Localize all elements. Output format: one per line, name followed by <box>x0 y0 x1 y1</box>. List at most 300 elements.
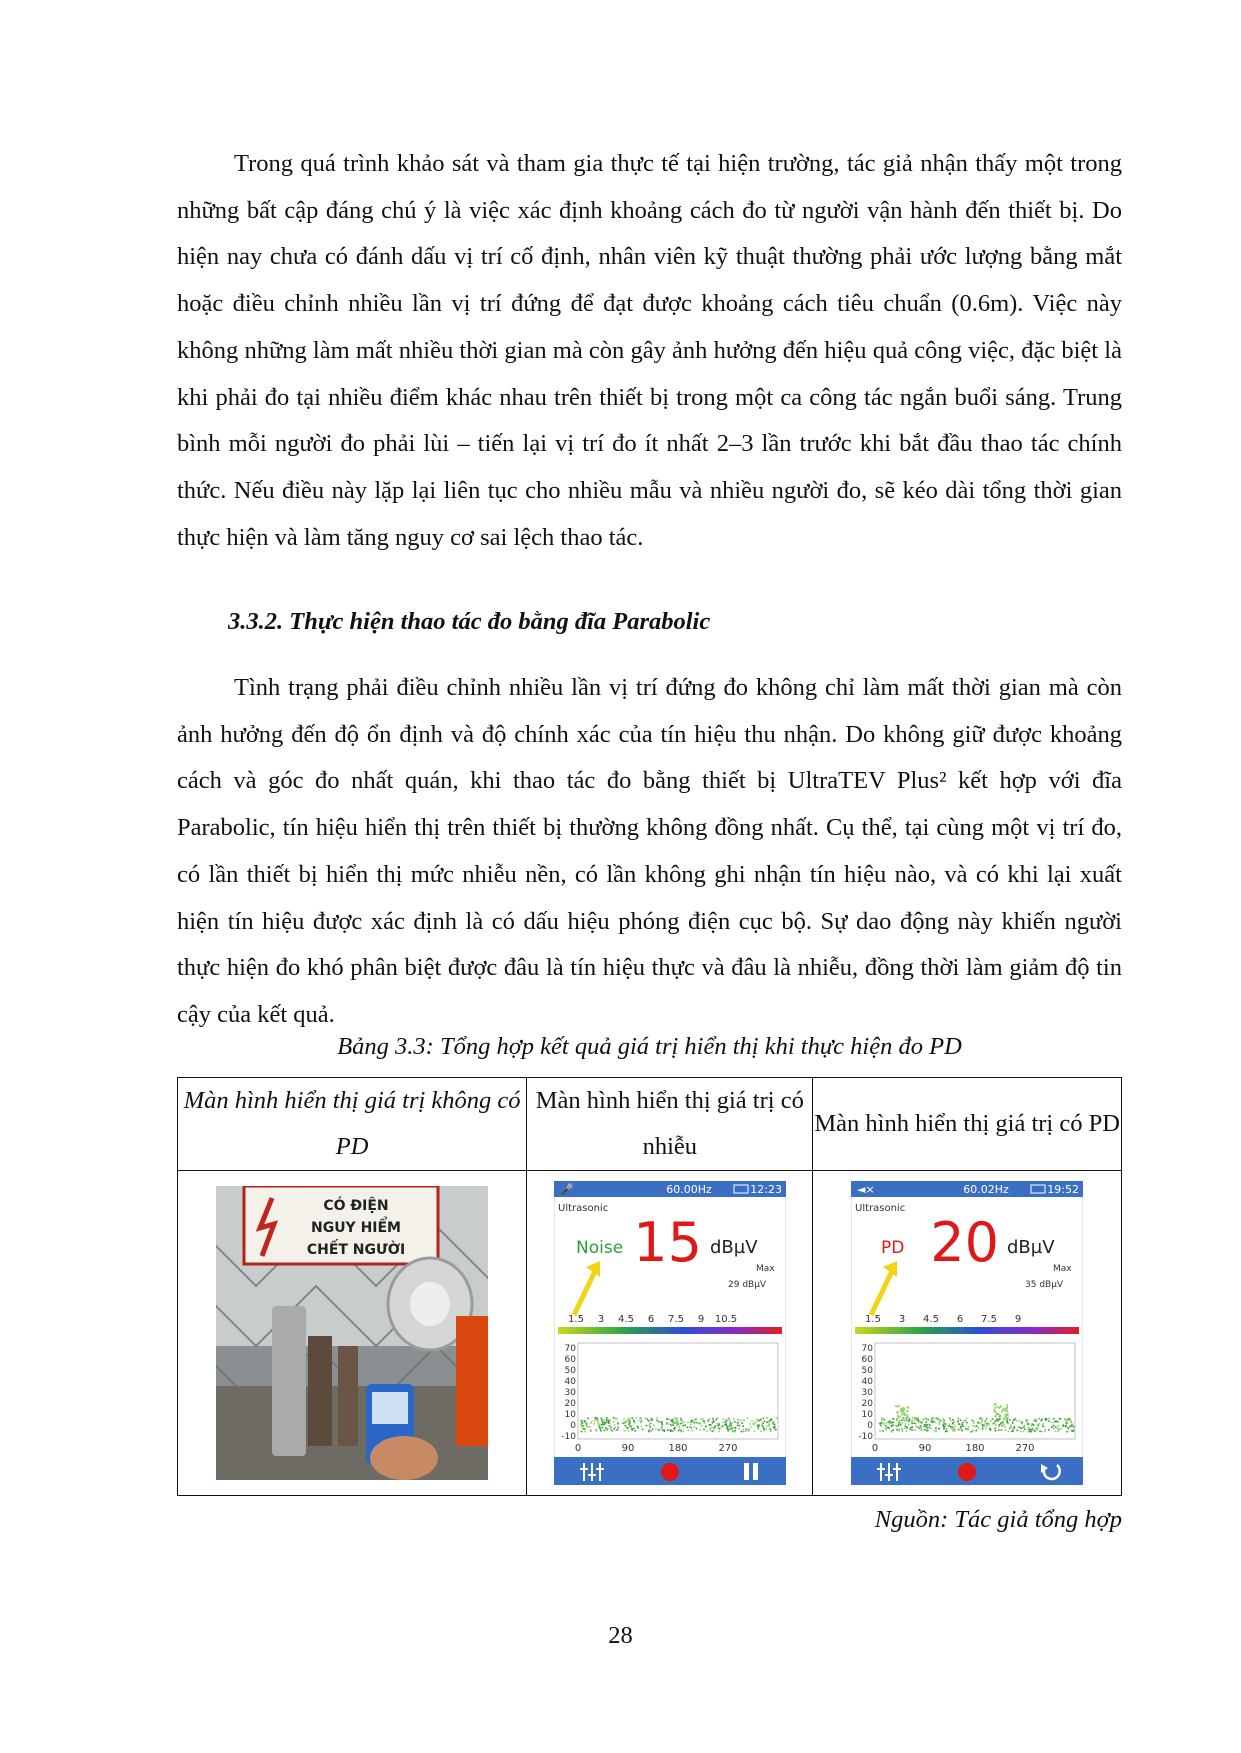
record-icon[interactable] <box>958 1463 976 1481</box>
scatter-dot <box>690 1421 692 1423</box>
scatter-dot <box>1032 1428 1034 1430</box>
scatter-dot <box>901 1419 903 1421</box>
scatter-dot <box>1055 1426 1057 1428</box>
scatter-dot <box>1001 1429 1003 1431</box>
scatter-dot <box>932 1421 934 1423</box>
scatter-dot <box>998 1419 1000 1421</box>
scatter-dot <box>916 1426 918 1428</box>
scatter-dot <box>985 1420 987 1422</box>
scatter-dot <box>726 1419 728 1421</box>
scatter-dot <box>754 1422 756 1424</box>
scatter-dot <box>680 1423 682 1425</box>
scatter-dot <box>713 1421 715 1423</box>
scatter-dot <box>1055 1431 1057 1433</box>
scatter-dot <box>631 1425 633 1427</box>
scatter-dot <box>737 1422 739 1424</box>
scatter-dot <box>744 1430 746 1432</box>
scatter-dot <box>1028 1426 1030 1428</box>
scatter-dot <box>738 1428 740 1430</box>
scatter-dot <box>645 1417 647 1419</box>
scatter-dot <box>960 1426 962 1428</box>
max-label: Max <box>755 1264 775 1274</box>
scatter-dot <box>763 1421 765 1423</box>
scatter-dot <box>914 1422 916 1424</box>
scatter-dot <box>733 1418 735 1420</box>
scatter-dot <box>775 1429 777 1431</box>
scatter-dot <box>1071 1423 1073 1425</box>
scatter-dot <box>893 1429 895 1431</box>
scatter-dot <box>1032 1423 1034 1425</box>
scatter-dot <box>773 1427 775 1429</box>
scatter-dot <box>990 1420 992 1422</box>
scatter-dot <box>734 1421 736 1423</box>
scatter-dot <box>1041 1420 1043 1422</box>
scatter-dot <box>985 1423 987 1425</box>
scatter-dot <box>716 1417 718 1419</box>
scatter-dot <box>597 1420 599 1422</box>
scatter-dot <box>942 1418 944 1420</box>
scatter-dot <box>886 1427 888 1429</box>
mute-icon: ◄× <box>857 1183 875 1196</box>
scatter-dot <box>978 1428 980 1430</box>
scatter-dot <box>633 1428 635 1430</box>
x-tick: 180 <box>965 1443 985 1454</box>
results-table <box>177 1077 1122 1496</box>
scatter-dot <box>907 1414 909 1416</box>
scatter-dot <box>967 1429 969 1431</box>
scatter-dot <box>648 1429 650 1431</box>
scatter-dot <box>886 1429 888 1431</box>
scatter-dot <box>912 1417 914 1419</box>
y-tick: 50 <box>861 1366 874 1376</box>
scatter-dot <box>656 1417 658 1419</box>
scatter-dot <box>1012 1430 1014 1432</box>
measured-value: 15 <box>633 1211 702 1274</box>
scatter-dot <box>1026 1422 1028 1424</box>
scatter-dot <box>762 1422 764 1424</box>
scatter-dot <box>899 1405 901 1407</box>
scatter-dot <box>898 1424 900 1426</box>
scatter-dot <box>977 1426 979 1428</box>
table-caption: Bảng 3.3: Tổng hợp kết quả giá trị hiển thị khi thực hiện đo PD <box>337 1033 962 1060</box>
scatter-dot <box>1062 1425 1064 1427</box>
scatter-dot <box>686 1427 688 1429</box>
scatter-dot <box>722 1418 724 1420</box>
scale-tick: 7.5 <box>981 1314 998 1325</box>
scatter-dot <box>966 1418 968 1420</box>
scatter-dot <box>774 1424 776 1426</box>
scatter-dot <box>932 1417 934 1419</box>
x-tick: 270 <box>718 1443 738 1454</box>
scatter-dot <box>1058 1421 1060 1423</box>
scatter-dot <box>1036 1421 1038 1423</box>
scatter-dot <box>614 1418 616 1420</box>
scatter-dot <box>680 1431 682 1433</box>
scatter-dot <box>1048 1420 1050 1422</box>
scatter-dot <box>982 1426 984 1428</box>
mic-icon: 🎤 <box>559 1183 574 1196</box>
scatter-dot <box>603 1430 605 1432</box>
scatter-dot <box>926 1421 928 1423</box>
scatter-dot <box>1006 1418 1008 1420</box>
scatter-dot <box>740 1431 742 1433</box>
scatter-dot <box>1007 1404 1009 1406</box>
scatter-dot <box>976 1430 978 1432</box>
scatter-dot <box>700 1418 702 1420</box>
scatter-dot <box>661 1422 663 1424</box>
scatter-dot <box>911 1421 913 1423</box>
scatter-dot <box>606 1420 608 1422</box>
scatter-dot <box>731 1428 733 1430</box>
scatter-dot <box>973 1421 975 1423</box>
scatter-dot <box>999 1426 1001 1428</box>
scale-tick: 7.5 <box>667 1314 684 1325</box>
scatter-dot <box>899 1422 901 1424</box>
scatter-dot <box>1064 1419 1066 1421</box>
scatter-dot <box>712 1430 714 1432</box>
scatter-dot <box>610 1426 612 1428</box>
scatter-dot <box>699 1422 701 1424</box>
scatter-dot <box>899 1416 901 1418</box>
scatter-dot <box>943 1428 945 1430</box>
clock-readout: 12:23 <box>750 1183 782 1196</box>
scatter-dot <box>587 1418 589 1420</box>
scatter-dot <box>1039 1431 1041 1433</box>
scatter-dot <box>661 1424 663 1426</box>
x-tick: 90 <box>918 1443 932 1454</box>
scatter-dot <box>911 1430 913 1432</box>
scatter-dot <box>631 1417 633 1419</box>
scatter-dot <box>902 1417 904 1419</box>
scatter-dot <box>617 1426 619 1428</box>
scatter-dot <box>631 1429 633 1431</box>
scatter-dot <box>594 1417 596 1419</box>
scatter-dot <box>921 1422 923 1424</box>
scatter-dot <box>961 1430 963 1432</box>
page-number: 28 <box>608 1622 633 1649</box>
scatter-dot <box>702 1418 704 1420</box>
scatter-dot <box>649 1426 651 1428</box>
scatter-dot <box>773 1421 775 1423</box>
scale-tick: 4.5 <box>923 1314 940 1325</box>
scatter-dot <box>923 1426 925 1428</box>
scatter-dot <box>909 1417 911 1419</box>
scatter-dot <box>630 1427 632 1429</box>
scatter-dot <box>580 1431 582 1433</box>
scatter-dot <box>898 1430 900 1432</box>
scatter-dot <box>936 1418 938 1420</box>
scatter-dot <box>930 1428 932 1430</box>
scatter-dot <box>602 1424 604 1426</box>
scatter-dot <box>1012 1421 1014 1423</box>
device-screen-pd <box>851 1181 1083 1485</box>
scatter-dot <box>676 1425 678 1427</box>
scatter-dot <box>1069 1418 1071 1420</box>
scatter-dot <box>1013 1419 1015 1421</box>
scatter-dot <box>746 1417 748 1419</box>
scatter-dot <box>629 1419 631 1421</box>
scatter-dot <box>584 1429 586 1431</box>
scatter-dot <box>755 1421 757 1423</box>
scatter-dot <box>919 1421 921 1423</box>
frequency-readout: 60.02Hz <box>963 1183 1009 1196</box>
scatter-dot <box>648 1424 650 1426</box>
scatter-dot <box>926 1431 928 1433</box>
scatter-dot <box>760 1430 762 1432</box>
scatter-dot <box>938 1417 940 1419</box>
settings-icon[interactable] <box>877 1463 901 1481</box>
scatter-dot <box>768 1423 770 1425</box>
scatter-dot <box>891 1431 893 1433</box>
scatter-dot <box>958 1423 960 1425</box>
scatter-dot <box>695 1418 697 1420</box>
scatter-dot <box>742 1425 744 1427</box>
scatter-dot <box>964 1420 966 1422</box>
scatter-dot <box>740 1420 742 1422</box>
scatter-dot <box>908 1421 910 1423</box>
record-icon[interactable] <box>661 1463 679 1481</box>
scatter-dot <box>593 1423 595 1425</box>
scatter-dot <box>995 1420 997 1422</box>
scatter-dot <box>948 1425 950 1427</box>
scatter-dot <box>958 1429 960 1431</box>
scatter-dot <box>1021 1427 1023 1429</box>
scatter-dot <box>961 1424 963 1426</box>
scale-tick: 3 <box>597 1314 604 1325</box>
scatter-dot <box>1023 1426 1025 1428</box>
scatter-dot <box>1068 1429 1070 1431</box>
scatter-dot <box>1033 1430 1035 1432</box>
scatter-dot <box>758 1425 760 1427</box>
scatter-dot <box>742 1431 744 1433</box>
x-tick: 180 <box>668 1443 688 1454</box>
scatter-dot <box>998 1429 1000 1431</box>
scatter-dot <box>663 1430 665 1432</box>
scatter-dot <box>927 1424 929 1426</box>
scatter-dot <box>984 1426 986 1428</box>
y-tick: -10 <box>858 1432 874 1442</box>
paragraph-1: Trong quá trình khảo sát và tham gia thực tế tại hiện trường, tác giả nhận thấy một trong những bất cập đáng chú ý là việc xác định khoảng cách đo từ người vận hành đến thiết bị. Do hiện nay chưa có đánh dấu vị trí cố định, nhân viên kỹ thuật thường phải ước lượng bằng mắt hoặc điều chỉnh nhiều lần vị trí đứng để đạt được khoảng cách tiêu chuẩn (0.6m). Việc này không những làm mất nhiều thời gian mà còn gây ảnh hưởng đến hiệu quả công việc, đặc biệt là khi phải đo tại nhiều điểm khác nhau trên thiết bị trong một ca công tác ngắn buổi sáng. Trung bình mỗi người đo phải lùi – tiến lại vị trí đo ít nhất 2–3 lần trước khi bắt đầu thao tác chính thức. Nếu điều này lặp lại liên tục cho nhiều mẫu và nhiều người đo, sẽ kéo dài tổng thời gian thực hiện và làm tăng nguy cơ sai lệch thao tác. <box>177 150 1122 551</box>
scatter-dot <box>1002 1421 1004 1423</box>
scatter-dot <box>902 1430 904 1432</box>
scatter-dot <box>1005 1414 1007 1416</box>
scatter-dot <box>985 1428 987 1430</box>
scatter-dot <box>995 1430 997 1432</box>
scatter-dot <box>1033 1424 1035 1426</box>
scatter-dot <box>722 1422 724 1424</box>
scatter-dot <box>681 1422 683 1424</box>
scatter-dot <box>1013 1426 1015 1428</box>
scatter-dot <box>918 1419 920 1421</box>
scatter-dot <box>595 1430 597 1432</box>
scatter-dot <box>728 1418 730 1420</box>
scatter-dot <box>600 1424 602 1426</box>
settings-icon[interactable] <box>580 1463 604 1481</box>
scatter-dot <box>939 1422 941 1424</box>
scatter-dot <box>712 1419 714 1421</box>
scatter-dot <box>603 1421 605 1423</box>
scatter-dot <box>917 1426 919 1428</box>
scatter-dot <box>717 1425 719 1427</box>
scatter-dot <box>914 1420 916 1422</box>
scatter-dot <box>580 1420 582 1422</box>
scatter-dot <box>1028 1430 1030 1432</box>
scatter-dot <box>906 1410 908 1412</box>
scatter-dot <box>743 1420 745 1422</box>
scatter-dot <box>628 1423 630 1425</box>
scatter-dot <box>671 1419 673 1421</box>
scatter-dot <box>1034 1430 1036 1432</box>
scatter-dot <box>729 1420 731 1422</box>
scatter-dot <box>725 1424 727 1426</box>
scale-tick: 10.5 <box>714 1314 737 1325</box>
device-screen-noise <box>554 1181 786 1485</box>
scatter-dot <box>907 1419 909 1421</box>
scatter-dot <box>980 1422 982 1424</box>
scatter-dot <box>719 1428 721 1430</box>
scatter-dot <box>1010 1424 1012 1426</box>
scatter-dot <box>584 1422 586 1424</box>
scatter-dot <box>946 1428 948 1430</box>
scatter-dot <box>1037 1429 1039 1431</box>
scatter-dot <box>892 1424 894 1426</box>
scatter-dot <box>675 1419 677 1421</box>
scatter-dot <box>1038 1418 1040 1420</box>
scatter-dot <box>672 1421 674 1423</box>
scatter-dot <box>634 1430 636 1432</box>
sign-line-2: NGUY HIỂM <box>311 1220 402 1236</box>
scatter-dot <box>1019 1427 1021 1429</box>
scatter-dot <box>662 1430 664 1432</box>
scatter-dot <box>709 1427 711 1429</box>
scatter-dot <box>670 1430 672 1432</box>
scatter-dot <box>879 1430 881 1432</box>
mode-label: Ultrasonic <box>557 1203 608 1214</box>
scatter-dot <box>887 1427 889 1429</box>
scale-tick: 6 <box>647 1314 654 1325</box>
scatter-dot <box>1043 1426 1045 1428</box>
scatter-dot <box>910 1427 912 1429</box>
table-header-noise: Màn hình hiển thị giá trị có nhiễu <box>527 1078 813 1171</box>
scatter-dot <box>580 1426 582 1428</box>
scatter-dot <box>965 1427 967 1429</box>
scatter-dot <box>966 1422 968 1424</box>
scatter-dot <box>952 1419 954 1421</box>
scatter-dot <box>1055 1421 1057 1423</box>
scatter-dot <box>938 1419 940 1421</box>
scatter-dot <box>938 1428 940 1430</box>
scatter-dot <box>772 1424 774 1426</box>
scatter-dot <box>678 1430 680 1432</box>
scatter-dot <box>1045 1429 1047 1431</box>
scatter-dot <box>883 1422 885 1424</box>
scatter-dot <box>613 1421 615 1423</box>
scatter-dot <box>585 1420 587 1422</box>
scatter-dot <box>912 1423 914 1425</box>
scatter-dot <box>1021 1422 1023 1424</box>
scatter-dot <box>1042 1423 1044 1425</box>
scatter-dot <box>706 1430 708 1432</box>
scatter-dot <box>1005 1429 1007 1431</box>
scatter-dot <box>891 1422 893 1424</box>
scatter-dot <box>668 1418 670 1420</box>
scatter-dot <box>1017 1430 1019 1432</box>
source-note: Nguồn: Tác giả tổng hợp <box>874 1506 1122 1533</box>
scatter-dot <box>1059 1418 1061 1420</box>
scatter-dot <box>751 1420 753 1422</box>
scatter-dot <box>641 1429 643 1431</box>
scatter-dot <box>640 1420 642 1422</box>
scatter-dot <box>589 1426 591 1428</box>
scatter-dot <box>646 1425 648 1427</box>
scatter-dot <box>924 1429 926 1431</box>
scatter-dot <box>935 1427 937 1429</box>
scatter-dot <box>1028 1423 1030 1425</box>
scatter-dot <box>689 1426 691 1428</box>
scatter-dot <box>880 1425 882 1427</box>
scatter-dot <box>982 1428 984 1430</box>
scatter-dot <box>676 1422 678 1424</box>
scatter-dot <box>1019 1420 1021 1422</box>
scatter-dot <box>1051 1426 1053 1428</box>
scatter-dot <box>968 1426 970 1428</box>
scale-tick: 9 <box>1014 1314 1022 1325</box>
scatter-dot <box>596 1418 598 1420</box>
scatter-dot <box>613 1417 615 1419</box>
scatter-dot <box>627 1427 629 1429</box>
scatter-dot <box>1000 1422 1002 1424</box>
scatter-dot <box>995 1415 997 1417</box>
scatter-dot <box>666 1418 668 1420</box>
scatter-dot <box>684 1424 686 1426</box>
scatter-dot <box>757 1428 759 1430</box>
state-label: PD <box>881 1238 905 1258</box>
scatter-dot <box>1052 1427 1054 1429</box>
scatter-dot <box>921 1429 923 1431</box>
scatter-dot <box>935 1422 937 1424</box>
scatter-dot <box>765 1428 767 1430</box>
measured-value: 20 <box>930 1211 1000 1274</box>
scatter-dot <box>882 1430 884 1432</box>
scatter-dot <box>949 1424 951 1426</box>
scatter-dot <box>892 1418 894 1420</box>
scatter-dot <box>730 1426 732 1428</box>
scatter-dot <box>940 1420 942 1422</box>
scatter-dot <box>1067 1427 1069 1429</box>
unit-label: dBµV <box>709 1237 758 1258</box>
scatter-dot <box>995 1407 997 1409</box>
table-header-pd: Màn hình hiển thị giá trị có PD <box>813 1078 1122 1171</box>
scatter-dot <box>1005 1415 1007 1417</box>
scatter-dot <box>661 1427 663 1429</box>
scatter-dot <box>915 1429 917 1431</box>
scatter-dot <box>640 1422 642 1424</box>
field-photo <box>216 1186 488 1480</box>
sign-line-3: CHẾT NGƯỜI <box>306 1242 406 1258</box>
scatter-dot <box>727 1430 729 1432</box>
scatter-dot <box>920 1425 922 1427</box>
scatter-dot <box>752 1423 754 1425</box>
scatter-dot <box>724 1424 726 1426</box>
scatter-dot <box>986 1425 988 1427</box>
scatter-dot <box>674 1417 676 1419</box>
y-tick: 60 <box>564 1355 576 1365</box>
x-tick: 90 <box>621 1443 635 1454</box>
scatter-dot <box>925 1418 927 1420</box>
scatter-dot <box>585 1426 587 1428</box>
pd-screen-cell <box>813 1171 1122 1496</box>
scatter-dot <box>715 1419 717 1421</box>
